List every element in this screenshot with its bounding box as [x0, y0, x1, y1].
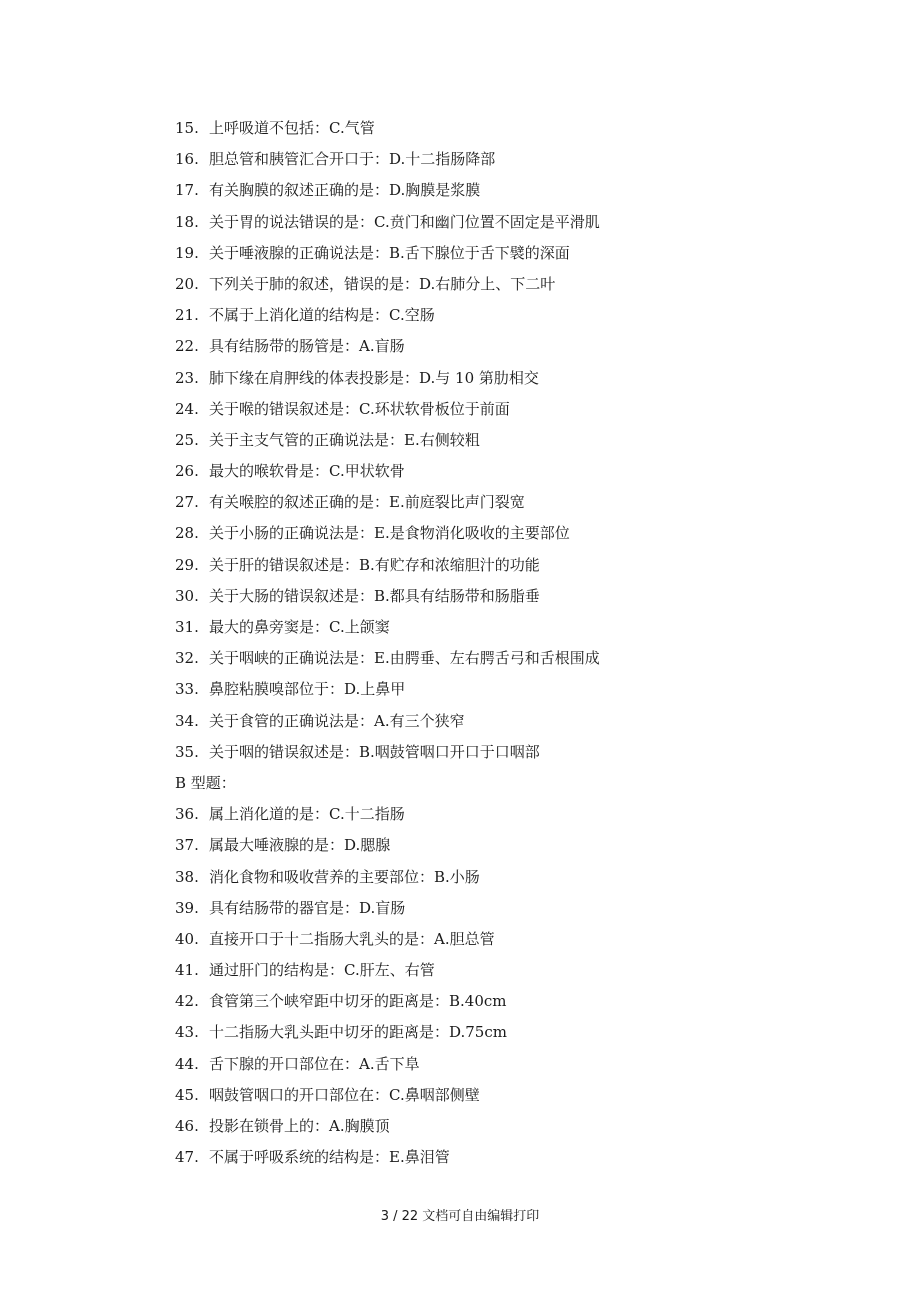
question-item [175, 643, 795, 674]
question-item [175, 238, 795, 269]
question-number: 45. [175, 1085, 199, 1104]
question-item [175, 456, 795, 487]
question-number: 47. [175, 1148, 199, 1167]
question-item [175, 1142, 795, 1173]
question-text: 不属于上消化道的结构是：C.空肠 [209, 306, 435, 325]
question-number: 22. [175, 337, 199, 356]
question-number: 24. [175, 399, 199, 418]
question-text: 直接开口于十二指肠大乳头的是：A.胆总管 [209, 929, 495, 948]
question-text: 十二指肠大乳头距中切牙的距离是：D.75cm [209, 1023, 507, 1042]
question-number: 29. [175, 555, 199, 574]
question-item [175, 706, 795, 737]
question-number: 32. [175, 649, 199, 668]
question-number: 18. [175, 212, 199, 231]
question-text: 关于喉的错误叙述是：C.环状软骨板位于前面 [209, 399, 510, 418]
question-text: 关于唾液腺的正确说法是：B.舌下腺位于舌下襞的深面 [209, 243, 570, 262]
question-number: 38. [175, 867, 199, 886]
question-text: 胆总管和胰管汇合开口于：D.十二指肠降部 [209, 150, 496, 169]
question-item [175, 175, 795, 206]
question-text: 属上消化道的是：C.十二指肠 [209, 805, 405, 824]
question-item [175, 300, 795, 331]
question-number: 35. [175, 742, 199, 761]
question-number: 27. [175, 493, 199, 512]
question-number: 44. [175, 1054, 199, 1073]
question-item [175, 986, 795, 1017]
question-text: 投影在锁骨上的：A.胸膜顶 [209, 1117, 390, 1135]
question-text: 舌下腺的开口部位在：A.舌下阜 [209, 1054, 420, 1073]
question-text: 食管第三个峡窄距中切牙的距离是：B.40cm [209, 992, 507, 1011]
question-item [175, 737, 795, 768]
question-item [175, 550, 795, 581]
question-item [175, 1080, 795, 1111]
question-text: 有关喉腔的叙述正确的是：E.前庭裂比声门裂宽 [209, 493, 525, 512]
question-number: 15. [175, 119, 199, 137]
question-text: 关于大肠的错误叙述是：B.都具有结肠带和肠脂垂 [209, 586, 540, 605]
section-heading-b: B 型题： [175, 773, 236, 792]
question-item [175, 674, 795, 705]
question-item [175, 893, 795, 924]
question-number: 17. [175, 181, 199, 200]
question-number: 39. [175, 898, 199, 917]
question-item [175, 955, 795, 986]
question-item [175, 363, 795, 394]
question-number: 28. [175, 524, 199, 543]
question-item [175, 487, 795, 518]
question-item [175, 269, 795, 300]
question-number: 41. [175, 961, 199, 980]
question-number: 31. [175, 618, 199, 636]
question-item [175, 1111, 795, 1142]
question-text: 具有结肠带的器官是：D.盲肠 [209, 898, 406, 917]
question-text: 具有结肠带的肠管是：A.盲肠 [209, 337, 405, 356]
question-item [175, 830, 795, 861]
question-group-b [175, 799, 795, 1173]
question-text: 关于咽的错误叙述是：B.咽鼓管咽口开口于口咽部 [209, 742, 540, 761]
question-text: 关于小肠的正确说法是：E.是食物消化吸收的主要部位 [209, 524, 570, 543]
question-text: 有关胸膜的叙述正确的是：D.胸膜是浆膜 [209, 181, 481, 200]
question-text: 鼻腔粘膜嗅部位于：D.上鼻甲 [209, 680, 406, 699]
question-item [175, 144, 795, 175]
question-number: 33. [175, 680, 199, 699]
question-number: 16. [175, 150, 199, 169]
question-item [175, 394, 795, 425]
question-item [175, 581, 795, 612]
question-text: 最大的鼻旁窦是：C.上颌窦 [209, 618, 390, 636]
question-number: 34. [175, 711, 199, 730]
question-number: 36. [175, 805, 199, 824]
question-number: 46. [175, 1117, 199, 1135]
question-text: 不属于呼吸系统的结构是：E.鼻泪管 [209, 1148, 450, 1167]
question-number: 37. [175, 836, 199, 855]
page-footer: 3 / 22 文档可自由编辑打印 [380, 1209, 540, 1224]
question-number: 21. [175, 306, 199, 325]
question-text: 关于胃的说法错误的是：C.贲门和幽门位置不固定是平滑肌 [209, 212, 600, 231]
question-number: 40. [175, 929, 199, 948]
question-text: 肺下缘在肩胛线的体表投影是：D.与 10 第肋相交 [209, 368, 539, 387]
question-item [175, 1017, 795, 1048]
question-item [175, 207, 795, 238]
question-number: 20. [175, 274, 199, 293]
question-item [175, 1049, 795, 1080]
question-item [175, 518, 795, 549]
question-text: 通过肝门的结构是：C.肝左、右管 [209, 961, 435, 980]
question-item [175, 113, 795, 144]
question-number: 30. [175, 586, 199, 605]
question-number: 42. [175, 992, 199, 1011]
question-number: 23. [175, 368, 199, 387]
question-text: 咽鼓管咽口的开口部位在：C.鼻咽部侧壁 [209, 1085, 480, 1104]
question-number: 19. [175, 243, 199, 262]
question-text: 关于食管的正确说法是：A.有三个狭窄 [209, 711, 465, 730]
question-item [175, 612, 795, 643]
question-item [175, 331, 795, 362]
question-number: 26. [175, 462, 199, 481]
question-text: 关于咽峡的正确说法是：E.由腭垂、左右腭舌弓和舌根围成 [209, 649, 600, 668]
question-item [175, 425, 795, 456]
question-text: 属最大唾液腺的是：D.腮腺 [209, 836, 391, 855]
question-text: 上呼吸道不包括：C.气管 [209, 119, 375, 137]
question-text: 关于主支气管的正确说法是：E.右侧较粗 [209, 430, 480, 449]
question-text: 最大的喉软骨是：C.甲状软骨 [209, 462, 405, 481]
question-number: 43. [175, 1023, 199, 1042]
question-list [175, 113, 795, 1173]
question-group-a [175, 113, 795, 768]
question-text: 消化食物和吸收营养的主要部位：B.小肠 [209, 867, 480, 886]
question-item [175, 799, 795, 830]
question-number: 25. [175, 430, 199, 449]
question-text: 下列关于肺的叙述，错误的是：D.右肺分上、下二叶 [209, 274, 556, 293]
question-text: 关于肝的错误叙述是：B.有贮存和浓缩胆汁的功能 [209, 555, 540, 574]
question-item [175, 924, 795, 955]
question-item [175, 862, 795, 893]
